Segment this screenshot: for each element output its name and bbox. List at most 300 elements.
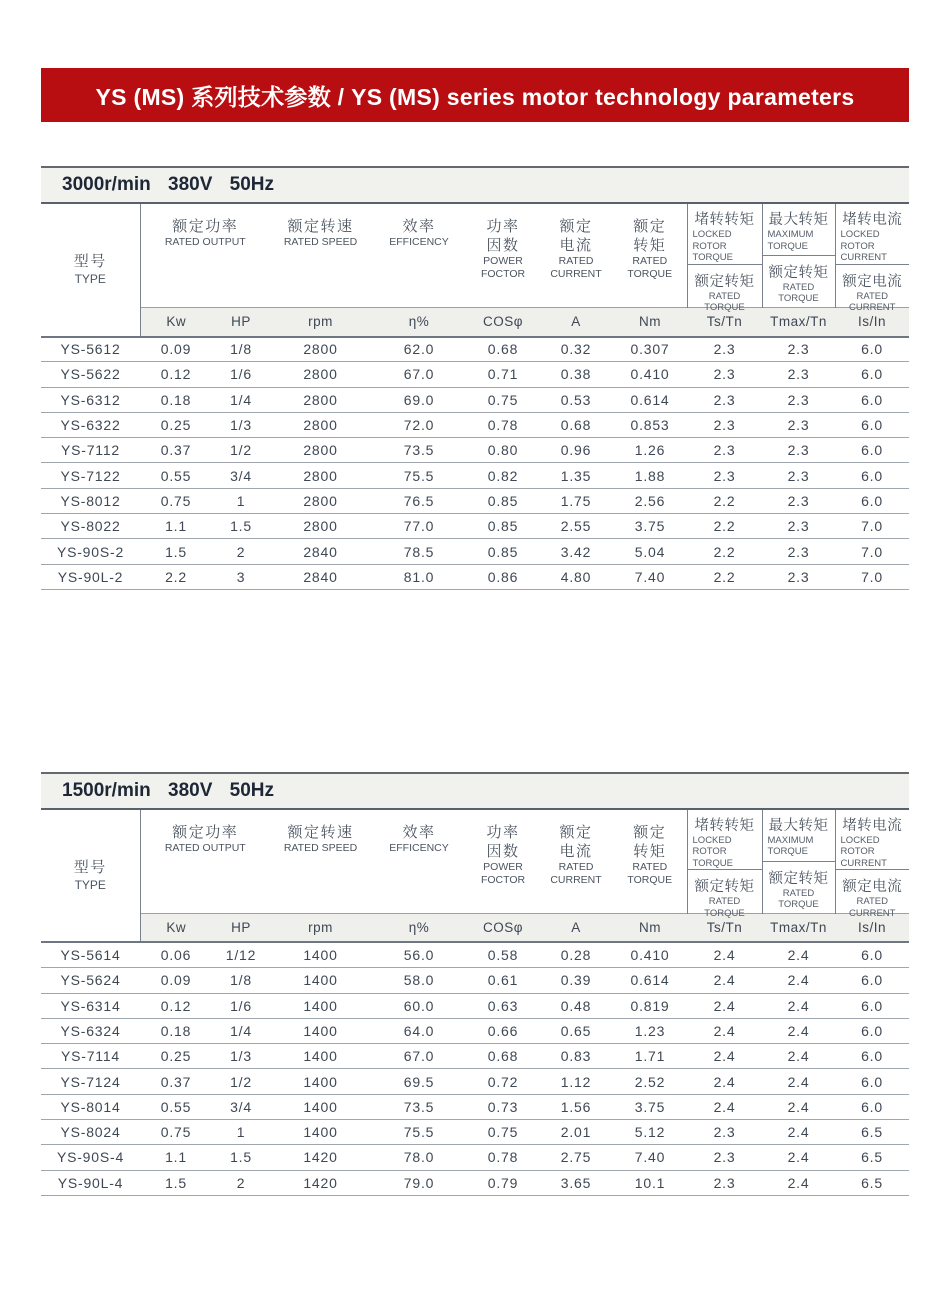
value-cell: 1 — [212, 1120, 270, 1145]
label-zh: 额定电流 — [842, 273, 903, 290]
value-cell: 6.5 — [835, 1120, 909, 1145]
model-cell: YS-8014 — [41, 1094, 140, 1119]
value-cell: 2.3 — [687, 438, 762, 463]
label-zh: 额定电流 — [842, 879, 903, 896]
value-cell: 0.75 — [467, 387, 539, 412]
value-cell: 0.32 — [539, 337, 613, 362]
unit-nm: Nm — [613, 913, 687, 942]
value-cell: 79.0 — [371, 1170, 467, 1195]
value-cell: 1.71 — [613, 1044, 687, 1069]
column-header-rated-speed — [270, 810, 371, 914]
value-cell: 6.0 — [835, 463, 909, 488]
column-header-rated-output — [140, 204, 270, 308]
value-cell: 0.53 — [539, 387, 613, 412]
value-cell: 0.37 — [140, 1069, 212, 1094]
value-cell: 3.75 — [613, 1094, 687, 1119]
label-zh: 因数 — [486, 237, 520, 254]
value-cell: 56.0 — [371, 942, 467, 967]
value-cell: 6.0 — [835, 488, 909, 513]
value-cell: 1.35 — [539, 463, 613, 488]
value-cell: 2800 — [270, 337, 371, 362]
label-zh: 转矩 — [633, 237, 667, 254]
label-zh: 型号 — [73, 253, 107, 271]
value-cell: 75.5 — [371, 1120, 467, 1145]
value-cell: 2.2 — [687, 564, 762, 589]
ratio-header — [763, 810, 835, 913]
table-row — [41, 968, 909, 993]
value-cell: 0.58 — [467, 942, 539, 967]
value-cell: 2.4 — [762, 1069, 835, 1094]
value-cell: 62.0 — [371, 337, 467, 362]
label-en: TORQUE — [767, 240, 808, 252]
value-cell: 0.86 — [467, 564, 539, 589]
value-cell: 0.819 — [613, 993, 687, 1018]
value-cell: 73.5 — [371, 438, 467, 463]
value-cell: 6.0 — [835, 1069, 909, 1094]
value-cell: 2800 — [270, 514, 371, 539]
label-en: ROTOR CURRENT — [840, 846, 887, 869]
ratio-numerator — [688, 204, 762, 265]
unit-tmax-tn: Tmax/Tn — [762, 308, 835, 337]
value-cell: 0.73 — [467, 1094, 539, 1119]
value-cell: 2.56 — [613, 488, 687, 513]
label-en: RATED — [558, 255, 594, 267]
label-zh: 额定转速 — [287, 823, 354, 841]
value-cell: 2.3 — [762, 337, 835, 362]
label-zh: 电流 — [559, 237, 593, 254]
column-header-rated-torque — [613, 810, 687, 914]
label-en: RATED CURRENT — [849, 290, 896, 313]
unit-ts-tn: Ts/Tn — [687, 913, 762, 942]
value-cell: 2.4 — [762, 1094, 835, 1119]
value-cell: 78.0 — [371, 1145, 467, 1170]
value-cell: 0.63 — [467, 993, 539, 1018]
model-cell: YS-90S-2 — [41, 539, 140, 564]
value-cell: 6.0 — [835, 387, 909, 412]
value-cell: 6.0 — [835, 337, 909, 362]
units-row — [41, 913, 909, 942]
value-cell: 2.3 — [762, 412, 835, 437]
ratio-header — [688, 204, 762, 313]
value-cell: 2.3 — [687, 387, 762, 412]
table-section-1500rpm — [41, 772, 909, 1196]
table-row — [41, 1170, 909, 1195]
value-cell: 2.4 — [762, 1145, 835, 1170]
value-cell: 2.3 — [687, 362, 762, 387]
value-cell: 0.68 — [467, 337, 539, 362]
ratio-numerator — [763, 810, 835, 862]
ratio-denominator — [688, 870, 762, 919]
value-cell: 69.0 — [371, 387, 467, 412]
label-zh: 额定转矩 — [694, 273, 755, 290]
value-cell: 1.5 — [212, 514, 270, 539]
value-cell: 2.2 — [687, 488, 762, 513]
label-zh: 堵转电流 — [842, 817, 903, 834]
unit-efficiency: η% — [371, 308, 467, 337]
label-zh: 功率 — [486, 823, 520, 841]
value-cell: 0.18 — [140, 1018, 212, 1043]
label-en: TORQUE — [627, 873, 673, 886]
value-cell: 0.79 — [467, 1170, 539, 1195]
label-en: MAXIMUM — [767, 834, 814, 846]
label-en: LOCKED — [692, 834, 732, 846]
label-en: LOCKED — [840, 229, 880, 240]
value-cell: 1/4 — [212, 1018, 270, 1043]
label-en: TYPE — [74, 272, 106, 287]
value-cell: 0.410 — [613, 942, 687, 967]
value-cell: 0.83 — [539, 1044, 613, 1069]
value-cell: 58.0 — [371, 968, 467, 993]
value-cell: 6.0 — [835, 1018, 909, 1043]
column-header-maximum-torque — [762, 204, 835, 308]
label-en: ROTOR TORQUE — [692, 846, 733, 869]
value-cell: 73.5 — [371, 1094, 467, 1119]
value-cell: 0.66 — [467, 1018, 539, 1043]
table-row — [41, 412, 909, 437]
ratio-header — [688, 810, 762, 919]
label-zh: 堵转电流 — [842, 212, 903, 228]
value-cell: 1.1 — [140, 1145, 212, 1170]
value-cell: 0.38 — [539, 362, 613, 387]
column-header-locked-rotor-current — [835, 810, 909, 919]
value-cell: 1.56 — [539, 1094, 613, 1119]
value-cell: 6.0 — [835, 362, 909, 387]
table-row — [41, 1145, 909, 1170]
label-en: TYPE — [74, 878, 106, 893]
model-cell: YS-8012 — [41, 488, 140, 513]
column-header-rated-speed — [270, 204, 371, 308]
label-en: POWER — [483, 860, 523, 873]
value-cell: 2.3 — [762, 514, 835, 539]
value-cell: 2.4 — [762, 1018, 835, 1043]
value-cell: 1/4 — [212, 387, 270, 412]
column-header-power-factor — [467, 810, 539, 914]
header-row — [41, 204, 909, 308]
value-cell: 1400 — [270, 1044, 371, 1069]
model-cell: YS-90S-4 — [41, 1145, 140, 1170]
header-row — [41, 810, 909, 914]
value-cell: 0.78 — [467, 1145, 539, 1170]
label-en: EFFICENCY — [389, 236, 449, 248]
value-cell: 0.96 — [539, 438, 613, 463]
value-cell: 0.78 — [467, 412, 539, 437]
value-cell: 1/3 — [212, 412, 270, 437]
unit-ts-tn: Ts/Tn — [687, 308, 762, 337]
label-en: RATED TORQUE — [778, 887, 819, 911]
value-cell: 2.3 — [762, 488, 835, 513]
value-cell: 1400 — [270, 1018, 371, 1043]
model-cell: YS-6314 — [41, 993, 140, 1018]
value-cell: 6.0 — [835, 993, 909, 1018]
label-zh: 最大转矩 — [768, 212, 829, 228]
ratio-denominator — [763, 256, 835, 307]
value-cell: 1/12 — [212, 942, 270, 967]
value-cell: 2800 — [270, 463, 371, 488]
value-cell: 0.68 — [539, 412, 613, 437]
model-cell: YS-6322 — [41, 412, 140, 437]
label-en: LOCKED — [692, 229, 732, 240]
value-cell: 2.4 — [687, 968, 762, 993]
column-header-rated-current — [539, 204, 613, 308]
value-cell: 2.52 — [613, 1069, 687, 1094]
label-zh: 额定转矩 — [768, 264, 829, 281]
value-cell: 0.18 — [140, 387, 212, 412]
value-cell: 3/4 — [212, 1094, 270, 1119]
value-cell: 1.75 — [539, 488, 613, 513]
value-cell: 1400 — [270, 1069, 371, 1094]
label-zh: 最大转矩 — [768, 817, 829, 834]
value-cell: 2.3 — [762, 438, 835, 463]
value-cell: 1400 — [270, 1120, 371, 1145]
value-cell: 0.82 — [467, 463, 539, 488]
value-cell: 4.80 — [539, 564, 613, 589]
model-cell: YS-6324 — [41, 1018, 140, 1043]
parameters-table-1500rpm — [41, 810, 909, 1196]
model-cell: YS-7124 — [41, 1069, 140, 1094]
value-cell: 0.85 — [467, 488, 539, 513]
value-cell: 7.0 — [835, 564, 909, 589]
table-row — [41, 993, 909, 1018]
column-header-rated-current — [539, 810, 613, 914]
value-cell: 0.307 — [613, 337, 687, 362]
column-header-maximum-torque — [762, 810, 835, 914]
label-en: POWER — [483, 255, 523, 267]
ratio-denominator — [836, 870, 910, 919]
value-cell: 0.614 — [613, 387, 687, 412]
value-cell: 2.01 — [539, 1120, 613, 1145]
column-header-rated-torque — [613, 204, 687, 308]
value-cell: 6.5 — [835, 1145, 909, 1170]
model-cell: YS-8022 — [41, 514, 140, 539]
value-cell: 2.2 — [687, 539, 762, 564]
value-cell: 0.39 — [539, 968, 613, 993]
unit-kw: Kw — [140, 308, 212, 337]
label-en: RATED TORQUE — [704, 896, 745, 919]
unit-ampere: A — [539, 308, 613, 337]
value-cell: 7.0 — [835, 539, 909, 564]
column-header-type — [41, 204, 140, 337]
unit-rpm: rpm — [270, 913, 371, 942]
label-en: FOCTOR — [480, 873, 526, 886]
value-cell: 0.853 — [613, 412, 687, 437]
table-row — [41, 1018, 909, 1043]
value-cell: 2.75 — [539, 1145, 613, 1170]
value-cell: 0.85 — [467, 514, 539, 539]
unit-rpm: rpm — [270, 308, 371, 337]
label-en: RATED TORQUE — [704, 290, 745, 313]
label-en: CURRENT — [550, 268, 602, 280]
label-zh: 堵转转矩 — [694, 212, 755, 228]
table-row — [41, 564, 909, 589]
value-cell: 6.0 — [835, 412, 909, 437]
model-cell: YS-6312 — [41, 387, 140, 412]
value-cell: 0.25 — [140, 1044, 212, 1069]
label-en: TORQUE — [767, 846, 808, 858]
unit-ampere: A — [539, 913, 613, 942]
value-cell: 2.4 — [762, 1044, 835, 1069]
label-zh: 额定转矩 — [768, 870, 829, 887]
value-cell: 2.3 — [687, 337, 762, 362]
value-cell: 3 — [212, 564, 270, 589]
unit-nm: Nm — [613, 308, 687, 337]
value-cell: 1.5 — [140, 539, 212, 564]
value-cell: 6.0 — [835, 942, 909, 967]
label-zh: 堵转转矩 — [694, 817, 755, 834]
table-row — [41, 539, 909, 564]
value-cell: 2.4 — [687, 942, 762, 967]
value-cell: 2.3 — [762, 539, 835, 564]
value-cell: 2.4 — [762, 968, 835, 993]
model-cell: YS-7114 — [41, 1044, 140, 1069]
label-en: RATED OUTPUT — [164, 236, 246, 248]
value-cell: 1/3 — [212, 1044, 270, 1069]
value-cell: 1.23 — [613, 1018, 687, 1043]
table-row — [41, 1044, 909, 1069]
value-cell: 3.65 — [539, 1170, 613, 1195]
ratio-numerator — [763, 204, 835, 256]
label-zh: 因数 — [486, 842, 520, 860]
unit-cos-phi: COSφ — [467, 913, 539, 942]
value-cell: 1.5 — [140, 1170, 212, 1195]
label-en: ROTOR CURRENT — [840, 240, 887, 263]
value-cell: 3.75 — [613, 514, 687, 539]
table-row — [41, 387, 909, 412]
value-cell: 2.2 — [687, 514, 762, 539]
unit-is-in: Is/In — [835, 308, 909, 337]
value-cell: 2.3 — [687, 1170, 762, 1195]
label-en: RATED — [632, 860, 668, 873]
value-cell: 7.0 — [835, 514, 909, 539]
table-row — [41, 488, 909, 513]
ratio-header — [763, 204, 835, 307]
value-cell: 2.3 — [762, 463, 835, 488]
value-cell: 1400 — [270, 993, 371, 1018]
unit-efficiency: η% — [371, 913, 467, 942]
value-cell: 60.0 — [371, 993, 467, 1018]
label-en: ROTOR TORQUE — [692, 240, 733, 263]
section-title-1500rpm: 1500r/min 380V 50Hz — [41, 772, 909, 810]
model-cell: YS-7112 — [41, 438, 140, 463]
value-cell: 1400 — [270, 1094, 371, 1119]
value-cell: 1/6 — [212, 993, 270, 1018]
label-zh: 型号 — [73, 859, 107, 877]
table-section-3000rpm — [41, 166, 909, 590]
value-cell: 2.55 — [539, 514, 613, 539]
value-cell: 1.88 — [613, 463, 687, 488]
ratio-header — [836, 204, 910, 313]
column-header-rated-output — [140, 810, 270, 914]
value-cell: 2.3 — [687, 1120, 762, 1145]
section-title-3000rpm: 3000r/min 380V 50Hz — [41, 166, 909, 204]
value-cell: 2.3 — [762, 362, 835, 387]
value-cell: 2800 — [270, 488, 371, 513]
value-cell: 0.28 — [539, 942, 613, 967]
unit-hp: HP — [212, 913, 270, 942]
column-header-type — [41, 810, 140, 943]
model-cell: YS-5614 — [41, 942, 140, 967]
value-cell: 1 — [212, 488, 270, 513]
page-title: YS (MS) 系列技术参数 / YS (MS) series motor technology parameters — [41, 68, 909, 122]
label-zh: 额定转矩 — [694, 879, 755, 896]
label-zh: 额定 — [559, 218, 593, 235]
value-cell: 0.72 — [467, 1069, 539, 1094]
label-en: RATED TORQUE — [778, 281, 819, 305]
value-cell: 6.0 — [835, 1094, 909, 1119]
value-cell: 2.3 — [687, 412, 762, 437]
column-header-efficiency — [371, 204, 467, 308]
value-cell: 2800 — [270, 412, 371, 437]
value-cell: 0.71 — [467, 362, 539, 387]
value-cell: 10.1 — [613, 1170, 687, 1195]
value-cell: 75.5 — [371, 463, 467, 488]
value-cell: 76.5 — [371, 488, 467, 513]
value-cell: 2800 — [270, 362, 371, 387]
units-row — [41, 308, 909, 337]
value-cell: 2.3 — [687, 463, 762, 488]
model-cell: YS-5622 — [41, 362, 140, 387]
value-cell: 1.1 — [140, 514, 212, 539]
value-cell: 1.5 — [212, 1145, 270, 1170]
table-row — [41, 463, 909, 488]
table-row — [41, 1094, 909, 1119]
table-row — [41, 362, 909, 387]
value-cell: 6.0 — [835, 968, 909, 993]
label-en: MAXIMUM — [767, 229, 814, 240]
value-cell: 0.85 — [467, 539, 539, 564]
label-en: TORQUE — [627, 268, 673, 280]
model-cell: YS-90L-2 — [41, 564, 140, 589]
value-cell: 2.3 — [762, 564, 835, 589]
value-cell: 0.68 — [467, 1044, 539, 1069]
label-zh: 额定功率 — [172, 218, 239, 235]
value-cell: 64.0 — [371, 1018, 467, 1043]
value-cell: 1.12 — [539, 1069, 613, 1094]
value-cell: 2800 — [270, 387, 371, 412]
ratio-numerator — [836, 810, 910, 871]
value-cell: 2 — [212, 539, 270, 564]
value-cell: 0.12 — [140, 362, 212, 387]
value-cell: 1400 — [270, 968, 371, 993]
value-cell: 0.61 — [467, 968, 539, 993]
value-cell: 2840 — [270, 564, 371, 589]
model-cell: YS-5612 — [41, 337, 140, 362]
ratio-numerator — [688, 810, 762, 871]
value-cell: 0.410 — [613, 362, 687, 387]
value-cell: 0.12 — [140, 993, 212, 1018]
unit-hp: HP — [212, 308, 270, 337]
value-cell: 72.0 — [371, 412, 467, 437]
value-cell: 1/2 — [212, 438, 270, 463]
value-cell: 2.4 — [687, 1069, 762, 1094]
label-zh: 额定功率 — [172, 823, 239, 841]
value-cell: 81.0 — [371, 564, 467, 589]
value-cell: 2.3 — [687, 1145, 762, 1170]
ratio-header — [836, 810, 910, 919]
table-row — [41, 1120, 909, 1145]
value-cell: 0.37 — [140, 438, 212, 463]
ratio-numerator — [836, 204, 910, 265]
value-cell: 2.4 — [687, 1018, 762, 1043]
value-cell: 69.5 — [371, 1069, 467, 1094]
label-zh: 额定转速 — [287, 218, 354, 235]
model-cell: YS-8024 — [41, 1120, 140, 1145]
table-row — [41, 337, 909, 362]
column-header-locked-rotor-current — [835, 204, 909, 313]
value-cell: 0.80 — [467, 438, 539, 463]
model-cell: YS-5624 — [41, 968, 140, 993]
value-cell: 0.614 — [613, 968, 687, 993]
value-cell: 1420 — [270, 1145, 371, 1170]
